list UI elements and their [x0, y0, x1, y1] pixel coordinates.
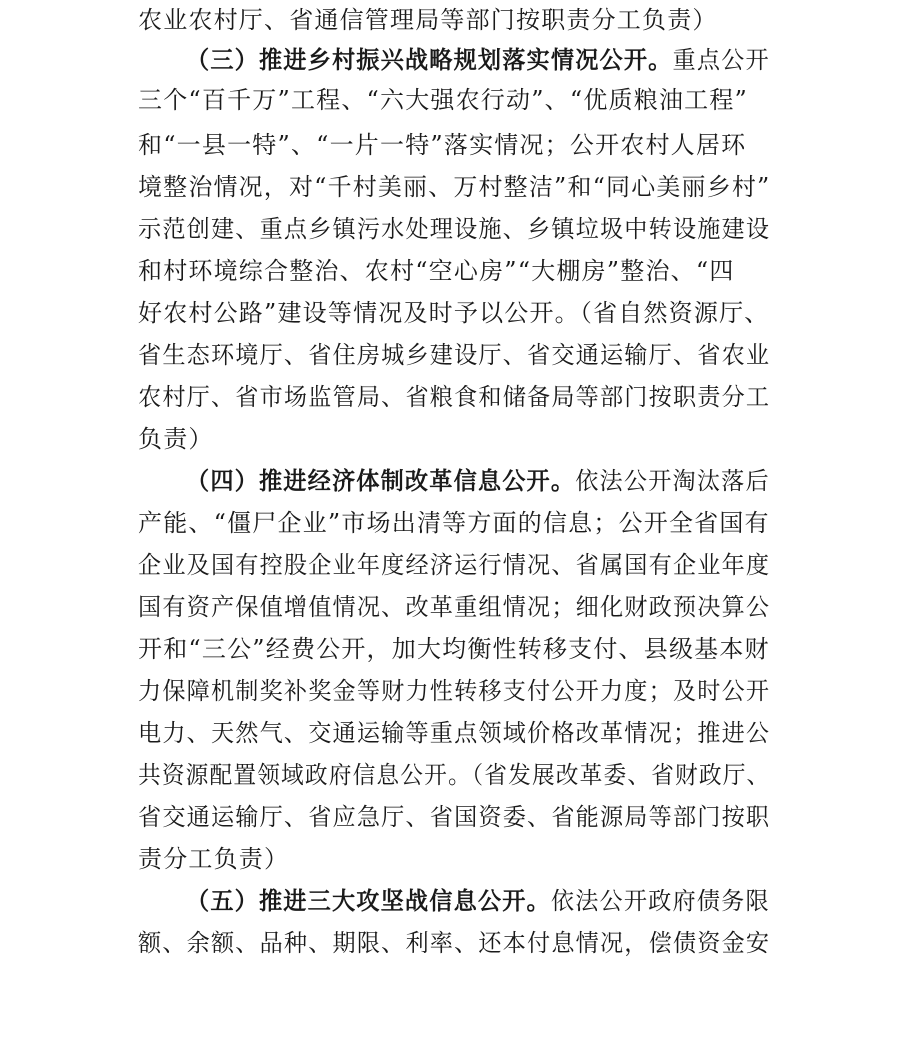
text-line: 三个“百千万”工程、“六大强农行动”、“优质粮油工程”	[138, 86, 749, 114]
text-line: 农村厅、省市场监管局、省粮食和储备局等部门按职责分工	[138, 383, 771, 411]
text-line: 责分工负责）	[138, 845, 290, 873]
section-4-lead-text: 依法公开淘汰落后	[575, 467, 770, 495]
text-line: 额、余额、品种、期限、利率、还本付息情况，偿债资金安	[138, 929, 771, 957]
text-line: 电力、天然气、交通运输等重点领域价格改革情况；推进公	[138, 719, 771, 747]
section-5-heading: （五）推进三大攻坚战信息公开。	[186, 886, 551, 915]
text-line: 省交通运输厅、省应急厅、省国资委、省能源局等部门按职	[138, 803, 771, 831]
text-line: 产能、“僵尸企业”市场出清等方面的信息；公开全省国有	[138, 509, 770, 537]
text-line: 国有资产保值增值情况、改革重组情况；细化财政预决算公	[138, 593, 771, 621]
section-3-first-line	[186, 45, 770, 75]
section-4-heading: （四）推进经济体制改革信息公开。	[186, 466, 576, 495]
section-5-lead-text: 依法公开政府债务限	[550, 887, 770, 915]
text-line: 省生态环境厅、省住房城乡建设厅、省交通运输厅、省农业	[138, 341, 771, 369]
section-4-first-line	[186, 466, 770, 496]
section-3-heading: （三）推进乡村振兴战略规划落实情况公开。	[186, 45, 673, 74]
text-line: 好农村公路”建设等情况及时予以公开。（省自然资源厅、	[138, 299, 770, 327]
text-line: 开和“三公”经费公开，加大均衡性转移支付、县级基本财	[138, 635, 770, 663]
text-line: 和村环境综合整治、农村“空心房”“大棚房”整治、“四	[138, 257, 735, 285]
text-line: 境整治情况，对“千村美丽、万村整洁”和“同心美丽乡村”	[138, 173, 771, 201]
text-line: 企业及国有控股企业年度经济运行情况、省属国有企业年度	[138, 551, 771, 579]
section-3-lead-text: 重点公开	[672, 46, 770, 74]
text-line: 农业农村厅、省通信管理局等部门按职责分工负责）	[138, 6, 718, 34]
text-line: 负责）	[138, 425, 214, 453]
text-line: 力保障机制奖补奖金等财力性转移支付公开力度；及时公开	[138, 677, 771, 705]
text-line: 和“一县一特”、“一片一特”落实情况；公开农村人居环	[138, 131, 747, 159]
section-5-first-line	[186, 886, 770, 916]
text-line: 共资源配置领域政府信息公开。（省发展改革委、省财政厅、	[138, 761, 771, 789]
text-line: 示范创建、重点乡镇污水处理设施、乡镇垃圾中转设施建设	[138, 215, 771, 243]
